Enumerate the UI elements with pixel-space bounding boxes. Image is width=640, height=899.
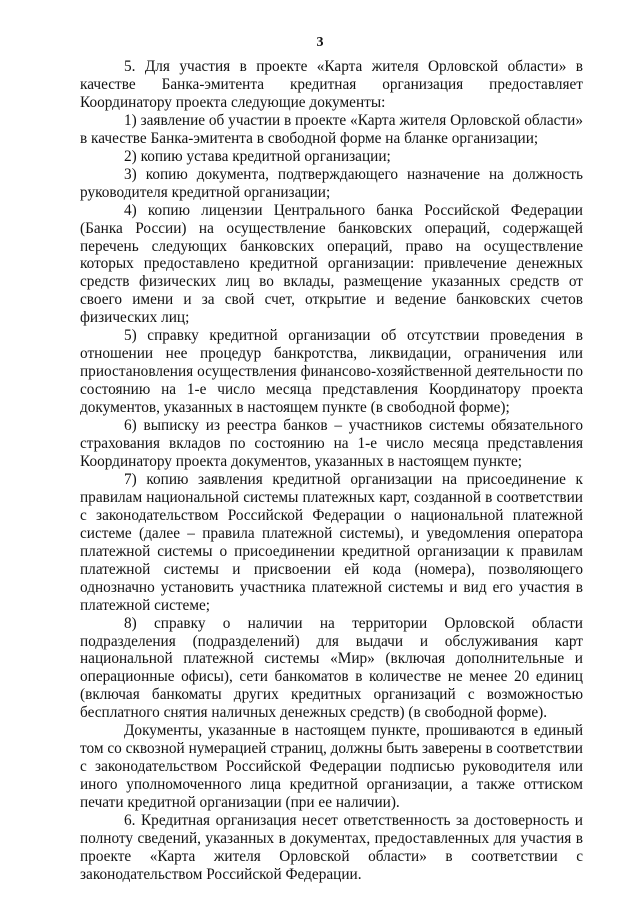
paragraph-clause-6: 6. Кредитная организация несет ответственность за достоверность и полноту сведений, указанных в документах, предоставленных для участия в проекте «Карта жителя Орловской области» в соответствии с законодательством Российской Федерации. (80, 812, 583, 883)
list-item-3: 3) копию документа, подтверждающего назначение на должность руководителя кредитной организации; (80, 165, 583, 201)
paragraph-clause-5: 5. Для участия в проекте «Карта жителя Орловской области» в качестве Банка-эмитента кредитная организация предоставляет Координатору проекта следующие документы: (80, 58, 583, 111)
list-item-6: 6) выписку из реестра банков – участников системы обязательного страхования вкладов по состоянию на 1-е число месяца представления Координатору проекта документов, указанных в настоящем пункте; (80, 417, 583, 470)
list-item-2: 2) копию устава кредитной организации; (124, 147, 391, 165)
list-item-7: 7) копию заявления кредитной организации на присоединение к правилам национальной системы платежных карт, созданной в соответствии с законодательством Российской Федерации о национальной платежной системе (далее – правила платежной системы), и уведомления оператора платежной системы о присоединении кредитной организации к правилам платежной системы и присвоении ей кода (номера), позволяющего однозначно установить участника платежной системы и вид его участия в платежной системе; (80, 470, 583, 614)
paragraph-documents-binding: Документы, указанные в настоящем пункте, прошиваются в единый том со сквозной нумерацией страниц, должны быть заверены в соответствии с законодательством Российской Федерации подписью руководителя или иного уполномоченного лица кредитной организации, а также оттиском печати кредитной организации (при ее наличии). (80, 722, 583, 812)
page-number: 3 (316, 35, 324, 50)
document-body (80, 58, 583, 884)
list-item-5: 5) справку кредитной организации об отсутствии проведения в отношении нее процедур банкротства, ликвидации, ограничения или приостановления осуществления финансово-хозяйственной деятельности по состоянию на 1-е число месяца представления Координатору проекта документов, указанных в настоящем пункте (в свободной форме); (80, 327, 583, 417)
list-item-8: 8) справку о наличии на территории Орловской области подразделения (подразделений) для выдачи и обслуживания карт национальной платежной системы «Мир» (включая дополнительные и операционные офисы), сети банкоматов в количестве не менее 20 единиц (включая банкоматы других кредитных организаций с возможностью бесплатного снятия наличных денежных средств) (в свободной форме). (80, 614, 583, 722)
list-item-1: 1) заявление об участии в проекте «Карта жителя Орловской области» в качестве Банка-эмитента в свободной форме на бланке организации; (80, 111, 583, 147)
list-item-4: 4) копию лицензии Центрального банка Российской Федерации (Банка России) на осуществление банковских операций, содержащей перечень следующих банковских операций, право на осуществление которых предоставлено кредитной организации: привлечение денежных средств физических лиц во вклады, размещение указанных средств от своего имени и за свой счет, открытие и ведение банковских счетов физических лиц; (80, 201, 583, 327)
